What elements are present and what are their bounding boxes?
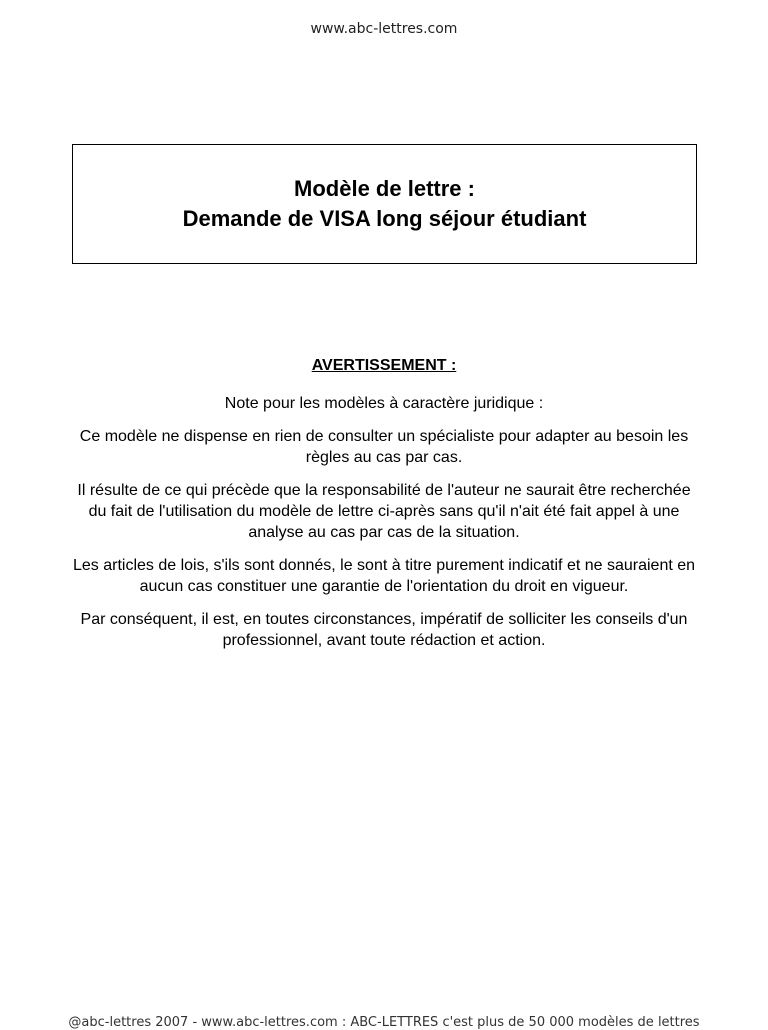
footer: @abc-lettres 2007 - www.abc-lettres.com : ABC-LETTRES c'est plus de 50 000 modèles de lettres <box>68 1015 700 1030</box>
warning-paragraph-legal-note: Note pour les modèles à caractère juridique : <box>224 395 544 412</box>
warning-paragraph-law-articles: Les articles de lois, s'ils sont donnés, le sont à titre purement indicatif et ne sauraient en aucun cas constituer une garantie de l'orientation du droit en vigueur. <box>72 557 696 595</box>
warning-paragraph-responsibility: Il résulte de ce qui précède que la responsabilité de l'auteur ne saurait être recherchée du fait de l'utilisation du modèle de lettre ci-après sans qu'il n'ait été fait appel à une analyse au cas par cas de la situation. <box>77 482 691 541</box>
warning-section <box>70 355 698 663</box>
document-title-line-2: Demande de VISA long séjour étudiant <box>182 206 587 231</box>
site-url: www.abc-lettres.com <box>310 21 458 37</box>
title-box <box>72 144 697 264</box>
document-title-line-1: Modèle de lettre : <box>294 176 475 201</box>
warning-paragraph-professional-advice: Par conséquent, il est, en toutes circonstances, impératif de solliciter les conseils d'un professionnel, avant toute rédaction et action. <box>80 611 688 649</box>
warning-heading: AVERTISSEMENT : <box>311 357 457 374</box>
warning-paragraph-specialist: Ce modèle ne dispense en rien de consulter un spécialiste pour adapter au besoin les règles au cas par cas. <box>79 428 689 466</box>
